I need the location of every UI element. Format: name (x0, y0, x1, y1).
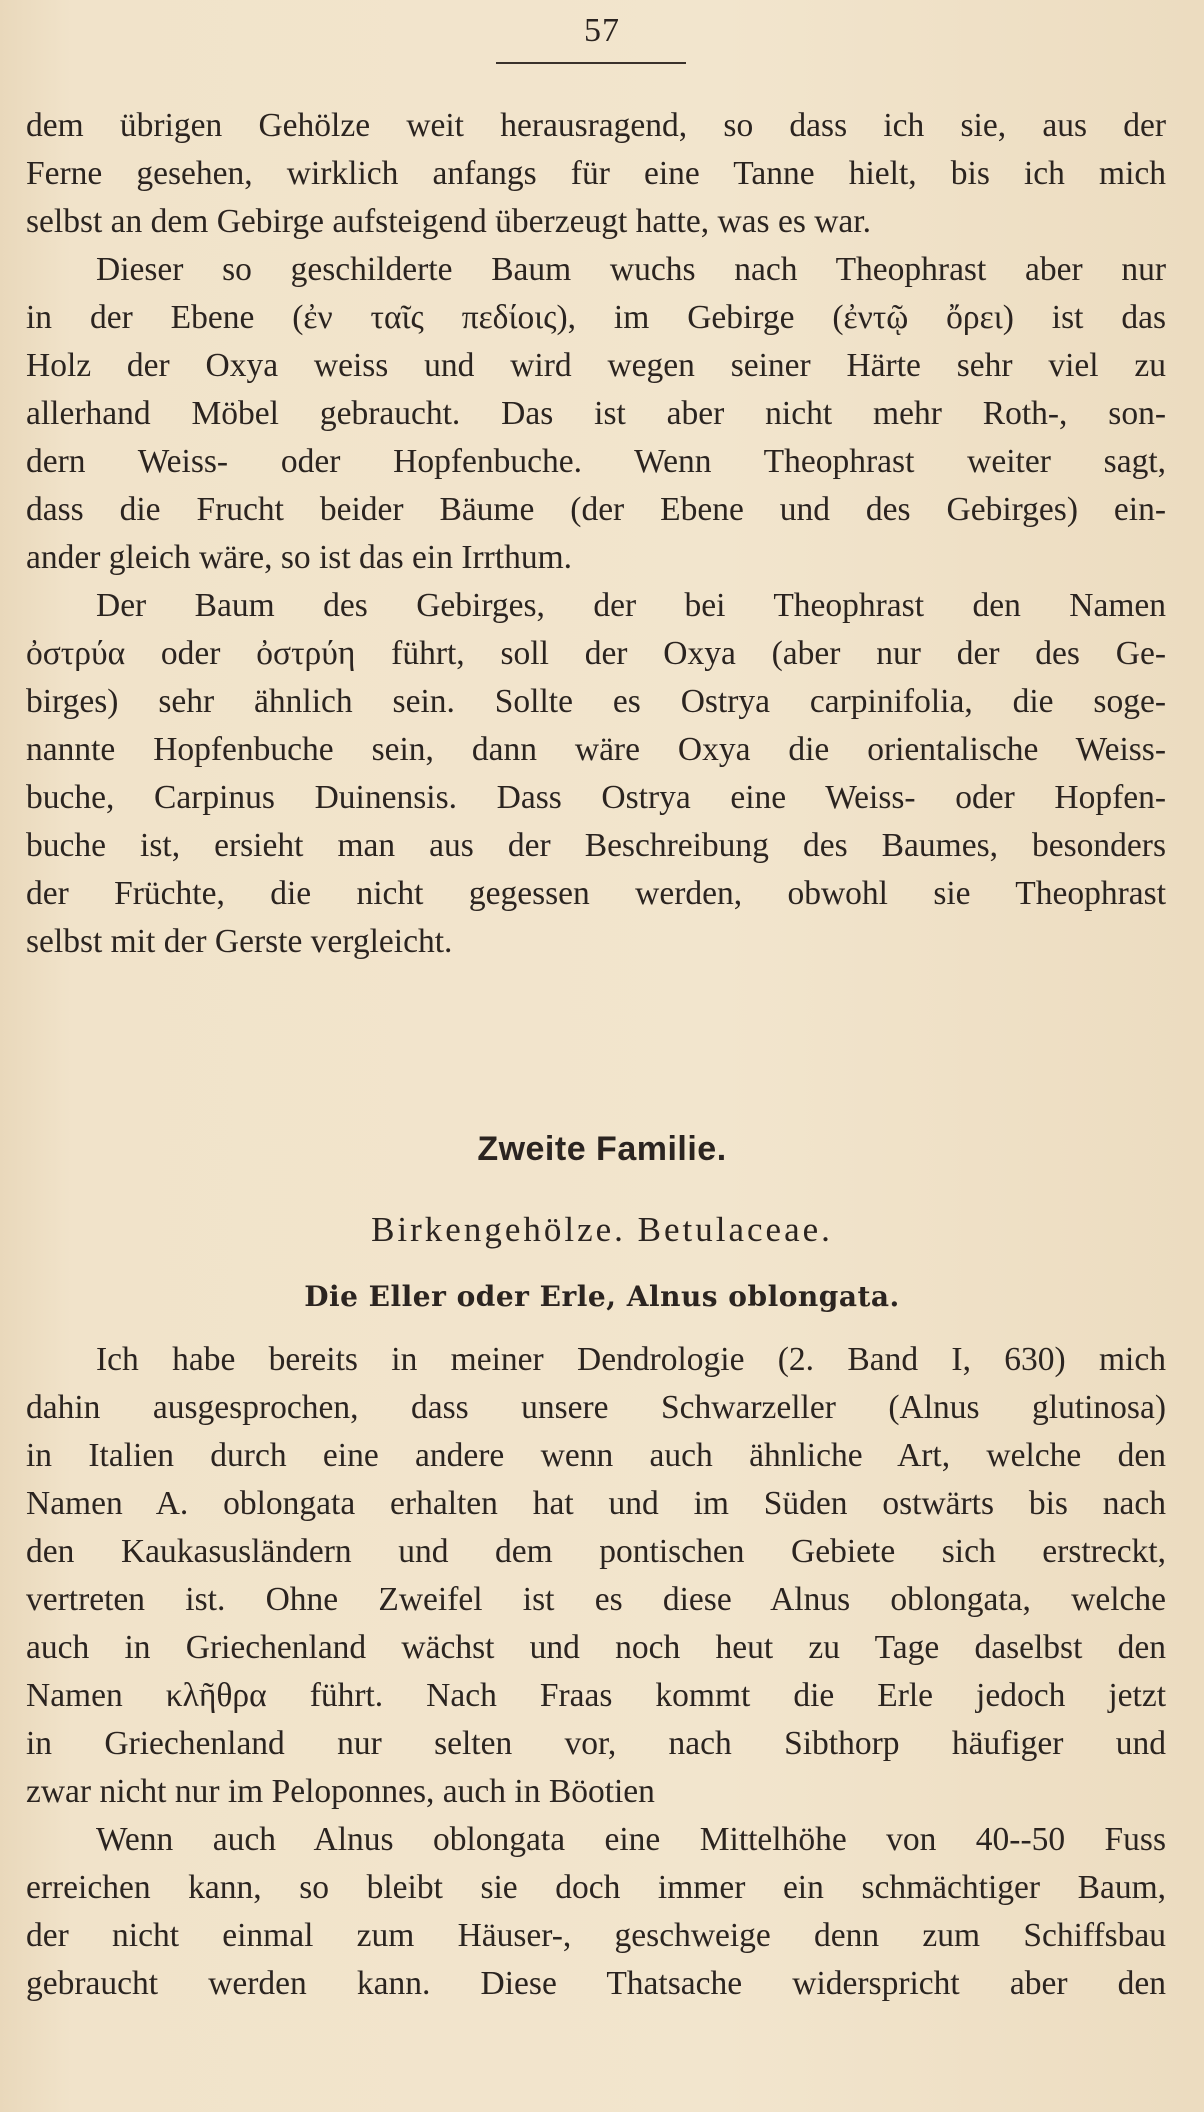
text-line: dass die Frucht beider Bäume (der Ebene und des Gebirges) ein- (26, 491, 1166, 528)
text-block-alnus (26, 1336, 1166, 2008)
text-line: den Kaukasusländern und dem pontischen Gebiete sich erstreckt, (26, 1533, 1166, 1570)
text-line: ὀστρύα oder ὀστρύη führt, soll der Oxya (aber nur der des Ge- (26, 635, 1166, 672)
text-line: Holz der Oxya weiss und wird wegen seiner Härte sehr viel zu (26, 347, 1166, 384)
text-line: buche, Carpinus Duinensis. Dass Ostrya eine Weiss- oder Hopfen- (26, 779, 1166, 816)
text-line: der nicht einmal zum Häuser-, geschweige denn zum Schiffsbau (26, 1917, 1166, 1954)
text-block-oxya (26, 102, 1166, 966)
section-heading-family: Zweite Familie. (477, 1130, 727, 1168)
text-line: Namen A. oblongata erhalten hat und im Süden ostwärts bis nach (26, 1485, 1166, 1522)
text-line: erreichen kann, so bleibt sie doch immer ein schmächtiger Baum, (26, 1869, 1166, 1906)
text-line: ander gleich wäre, so ist das ein Irrthum. (26, 539, 573, 576)
text-line: selbst an dem Gebirge aufsteigend überzeugt hatte, was es war. (26, 203, 871, 240)
text-line: Dieser so geschilderte Baum wuchs nach Theophrast aber nur (96, 251, 1166, 288)
text-line: Wenn auch Alnus oblongata eine Mittelhöhe von 40--50 Fuss (96, 1821, 1166, 1858)
text-line: dem übrigen Gehölze weit herausragend, so dass ich sie, aus der (26, 107, 1166, 144)
section-heading-species: Die Eller oder Erle, Alnus oblongata. (304, 1280, 900, 1313)
text-line: Namen κλῆθρα führt. Nach Fraas kommt die Erle jedoch jetzt (26, 1677, 1166, 1714)
text-line: vertreten ist. Ohne Zweifel ist es diese Alnus oblongata, welche (26, 1581, 1166, 1618)
text-line: buche ist, ersieht man aus der Beschreibung des Baumes, besonders (26, 827, 1166, 864)
text-line: der Früchte, die nicht gegessen werden, obwohl sie Theophrast (26, 875, 1166, 912)
section-heading-subfamily: Birkengehölze. Betulaceae. (371, 1210, 833, 1249)
text-line: dern Weiss- oder Hopfenbuche. Wenn Theophrast weiter sagt, (26, 443, 1166, 480)
text-line: Ferne gesehen, wirklich anfangs für eine Tanne hielt, bis ich mich (26, 155, 1166, 192)
text-line: allerhand Möbel gebraucht. Das ist aber nicht mehr Roth-, son- (26, 395, 1166, 432)
text-line: in der Ebene (ἐν ταῖς πεδίοις), im Gebirge (ἐντῷ ὄρει) ist das (26, 299, 1166, 336)
text-line: in Italien durch eine andere wenn auch ähnliche Art, welche den (26, 1437, 1166, 1474)
text-line: Der Baum des Gebirges, der bei Theophrast den Namen (96, 587, 1166, 624)
text-line: dahin ausgesprochen, dass unsere Schwarzeller (Alnus glutinosa) (26, 1389, 1166, 1426)
page-number-rule (496, 62, 686, 64)
page-number: 57 (584, 12, 620, 49)
text-line: gebraucht werden kann. Diese Thatsache widerspricht aber den (26, 1965, 1166, 2002)
text-line: Ich habe bereits in meiner Dendrologie (2. Band I, 630) mich (96, 1341, 1166, 1378)
text-line: birges) sehr ähnlich sein. Sollte es Ostrya carpinifolia, die soge- (26, 683, 1166, 720)
text-line: zwar nicht nur im Peloponnes, auch in Böotien (26, 1773, 655, 1810)
text-line: selbst mit der Gerste vergleicht. (26, 923, 453, 960)
text-line: in Griechenland nur selten vor, nach Sibthorp häufiger und (26, 1725, 1166, 1762)
text-line: auch in Griechenland wächst und noch heut zu Tage daselbst den (26, 1629, 1166, 1666)
text-line: nannte Hopfenbuche sein, dann wäre Oxya die orientalische Weiss- (26, 731, 1166, 768)
